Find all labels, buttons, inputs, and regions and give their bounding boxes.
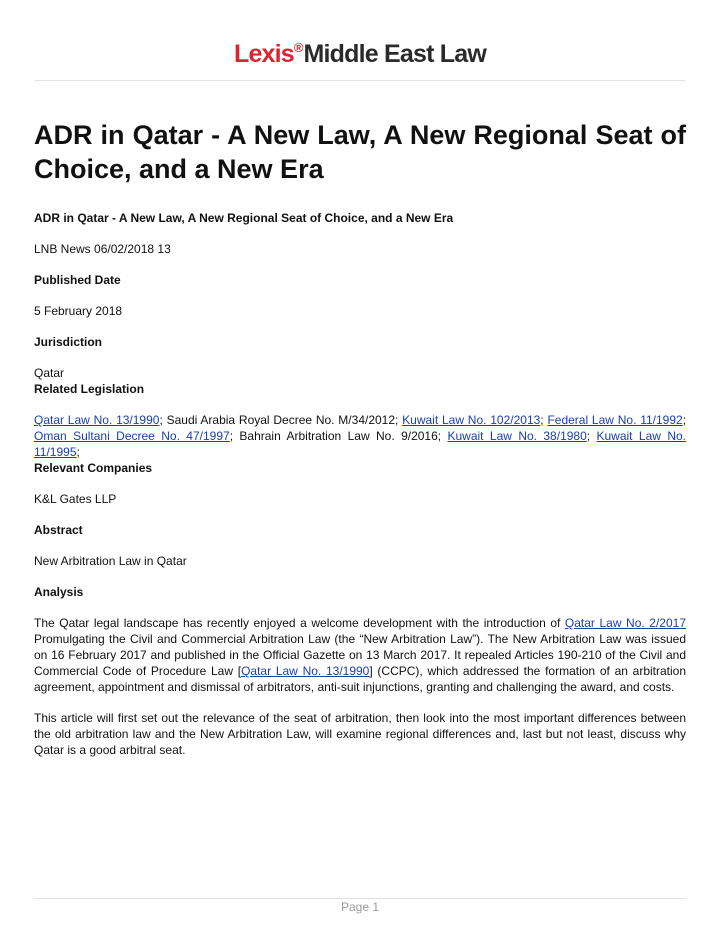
legislation-link-kuwait-102-2013[interactable]: Kuwait Law No. 102/2013: [402, 413, 541, 427]
legislation-link-kuwait-38-1980[interactable]: Kuwait Law No. 38/1980: [447, 429, 587, 443]
legislation-link-oman-47-1997[interactable]: Oman Sultani Decree No. 47/1997: [34, 429, 230, 443]
legislation-link-qatar-13-1990-inline[interactable]: Qatar Law No. 13/1990: [241, 664, 370, 678]
header-divider: [34, 80, 686, 81]
jurisdiction-label: Jurisdiction: [34, 335, 103, 349]
related-legislation-list: [34, 412, 686, 460]
published-date-label: Published Date: [34, 273, 121, 287]
legislation-separator: ;: [586, 429, 597, 443]
legislation-link-kuwait-11-1995[interactable]: Kuwait Law No. 11/1995: [34, 429, 686, 459]
legislation-separator: ;: [682, 413, 687, 427]
footer-divider: [34, 898, 686, 899]
analysis-label: Analysis: [34, 585, 84, 599]
legislation-link-federal-11-1992[interactable]: Federal Law No. 11/1992: [547, 413, 683, 427]
relevant-companies-label: Relevant Companies: [34, 461, 153, 475]
analysis-paragraph-1: [34, 615, 686, 695]
legislation-link-qatar-13-1990[interactable]: Qatar Law No. 13/1990: [34, 413, 160, 427]
logo-lexis-text: Lexis: [233, 40, 294, 68]
news-reference: LNB News 06/02/2018 13: [34, 242, 171, 256]
abstract-value: New Arbitration Law in Qatar: [34, 554, 187, 568]
legislation-text: ; Saudi Arabia Royal Decree No. M/34/2012;: [159, 413, 403, 427]
relevant-companies-value: K&L Gates LLP: [34, 492, 117, 506]
page-number: Page 1: [340, 900, 380, 914]
legislation-separator: ;: [76, 445, 80, 459]
published-date-value: 5 February 2018: [34, 304, 123, 318]
article-content: [34, 118, 686, 758]
analysis-text: ] (CCPC), which addressed the formation of an arbitration agreement, appointment and dismissal of arbitrators, anti-suit injunctions, granting and challenging the award, and costs.: [34, 664, 687, 694]
analysis-text: The Qatar legal landscape has recently enjoyed a welcome development with the introduction of: [34, 616, 565, 630]
legislation-text: ; Bahrain Arbitration Law No. 9/2016;: [229, 429, 448, 443]
logo-registered-mark: ®: [293, 40, 304, 55]
analysis-text: Promulgating the Civil and Commercial Arbitration Law (the “New Arbitration Law”). The New Arbitration Law was issued on 16 February 2017 and published in the Official Gazette on 13 March 2017. It repealed Articles 190-210 of the Civil and Commercial Code of Procedure Law [: [34, 632, 686, 678]
legislation-separator: ;: [540, 413, 548, 427]
related-legislation-label: Related Legislation: [34, 382, 145, 396]
jurisdiction-value: Qatar: [34, 366, 65, 380]
lexis-middle-east-law-logo: [0, 33, 720, 69]
analysis-paragraph-2: This article will first set out the relevance of the seat of arbitration, then look into the most important differences between the old arbitration law and the New Arbitration Law, will examine regional differences and, last but not least, discuss why Qatar is a good arbitral seat.: [34, 711, 686, 757]
abstract-label: Abstract: [34, 523, 83, 537]
page-title: ADR in Qatar - A New Law, A New Regional Seat of Choice, and a New Era: [34, 120, 686, 184]
article-subtitle: ADR in Qatar - A New Law, A New Regional Seat of Choice, and a New Era: [34, 211, 454, 225]
logo-middle-east-law-text: Middle East Law: [303, 40, 486, 68]
legislation-link-qatar-2-2017[interactable]: Qatar Law No. 2/2017: [564, 616, 686, 630]
